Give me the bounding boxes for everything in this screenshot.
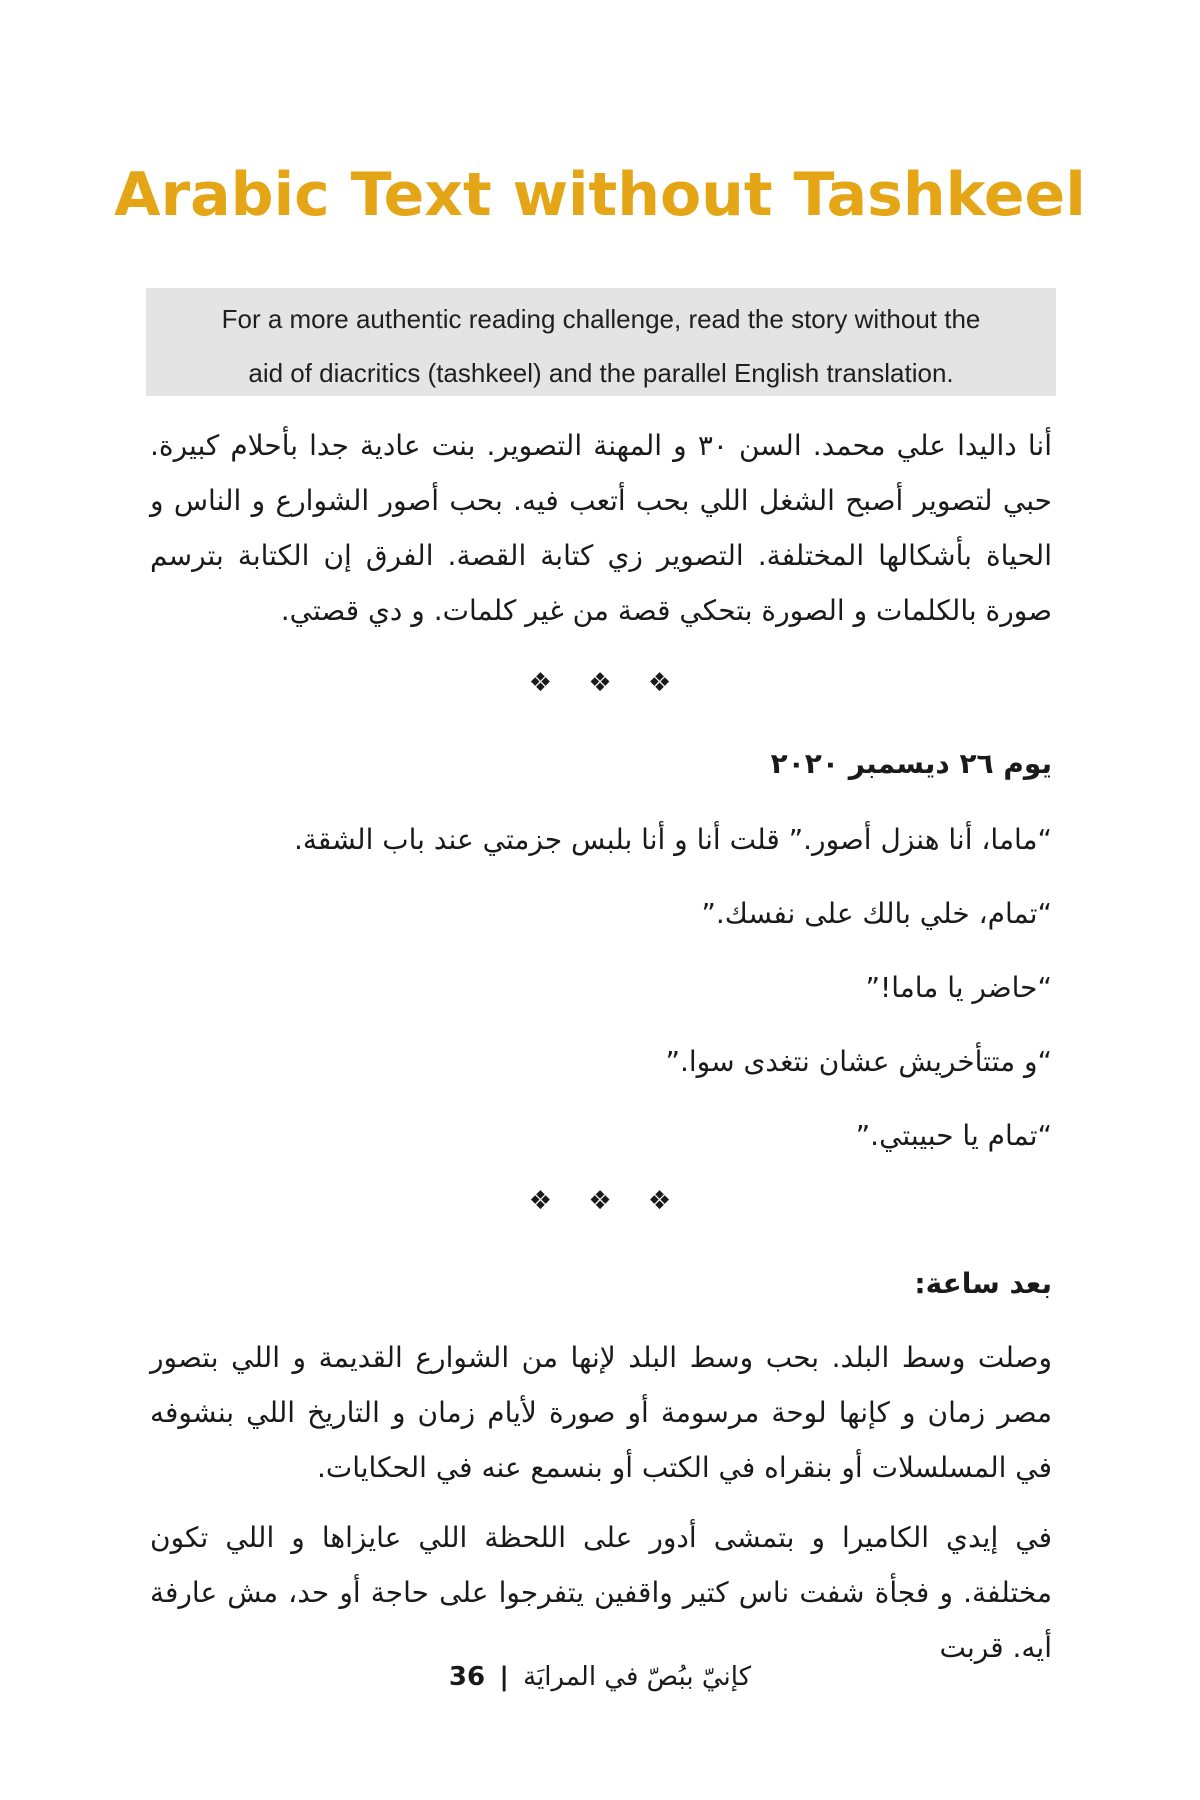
- reading-note-box: [146, 288, 1056, 396]
- divider-diamond-icon: ❖: [588, 1186, 612, 1216]
- footer-separator: |: [499, 1662, 509, 1692]
- paragraph-3: في إيدي الكاميرا و بتمشى أدور على اللحظة اللي عايزاها و اللي تكون مختلفة. و فجأة شفت ناس كتير واقفين يتفرجوا على حاجة أو حد، مش عارفة أيه. قربت: [150, 1521, 1052, 1664]
- paragraph-2: وصلت وسط البلد. بحب وسط البلد لإنها من الشوارع القديمة و اللي بتصور مصر زمان و كإنها لوحة مرسومة أو صورة لأيام زمان و التاريخ اللي بنشوفه في المسلسلات أو بنقراه في الكتب أو بنسمع عنه في الحكايات.: [150, 1341, 1052, 1484]
- page-number: 36: [448, 1662, 486, 1692]
- divider-diamond-icon: ❖: [528, 1186, 553, 1216]
- dialogue-line-3: “حاضر يا ماما!”: [865, 971, 1052, 1004]
- footer-book-title: كإنيّ ببُصّ في المرايَة: [523, 1662, 752, 1692]
- section-divider-2: [0, 1186, 1200, 1216]
- dialogue-line-5: “تمام يا حبيبتي.”: [855, 1119, 1052, 1152]
- page-title: Arabic Text without Tashkeel: [114, 160, 1086, 230]
- note-line-2: aid of diacritics (tashkeel) and the parallel English translation.: [248, 358, 954, 388]
- after-hour-heading: بعد ساعة:: [914, 1267, 1052, 1300]
- dialogue-line-1: “ماما، أنا هنزل أصور.” قلت أنا و أنا بلبس جزمتي عند باب الشقة.: [294, 823, 1052, 856]
- section-divider-1: [0, 668, 1200, 698]
- note-line-1: For a more authentic reading challenge, read the story without the: [221, 304, 981, 334]
- divider-diamond-icon: ❖: [647, 1186, 672, 1216]
- divider-diamond-icon: ❖: [588, 668, 612, 698]
- intro-paragraph: أنا داليدا علي محمد. السن ٣٠ و المهنة التصوير. بنت عادية جدا بأحلام كبيرة. حبي لتصوير أصبح الشغل اللي بحب أتعب فيه. بحب أصور الشوارع و الناس و الحياة بأشكالها المختلفة. التصوير زي كتابة القصة. الفرق إن الكتابة بترسم صورة بالكلمات و الصورة بتحكي قصة من غير كلمات. و دي قصتي.: [150, 429, 1052, 627]
- divider-diamond-icon: ❖: [528, 668, 553, 698]
- dialogue-line-2: “تمام، خلي بالك على نفسك.”: [701, 897, 1052, 930]
- date-heading: يوم ٢٦ ديسمبر ٢٠٢٠: [770, 747, 1052, 780]
- dialogue-line-4: “و متتأخريش عشان نتغدى سوا.”: [665, 1045, 1052, 1078]
- divider-diamond-icon: ❖: [647, 668, 672, 698]
- page-footer: [0, 1662, 1200, 1692]
